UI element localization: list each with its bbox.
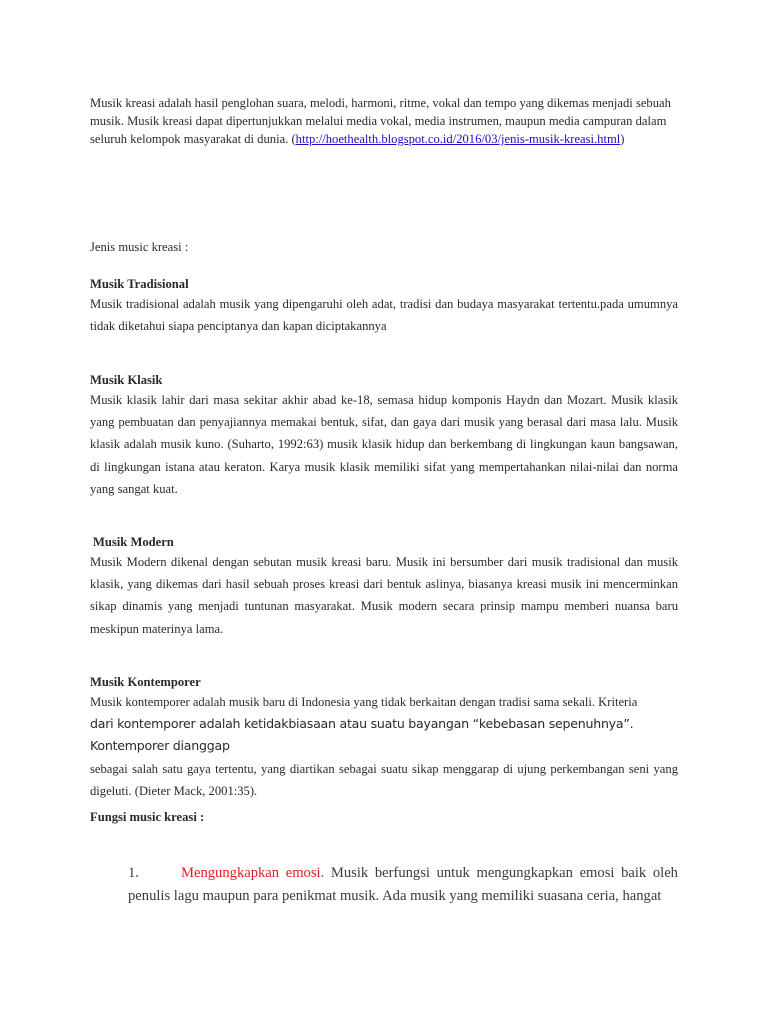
section-body: Musik tradisional adalah musik yang dipengaruhi oleh adat, tradisi dan budaya masyarakat tertentu.pada umumnya tidak diketahui siapa penciptanya dan kapan diciptakannya bbox=[90, 297, 678, 334]
functions-heading: Fungsi music kreasi : bbox=[90, 810, 205, 824]
section-title: Musik Klasik bbox=[90, 373, 163, 387]
section-body: Musik klasik lahir dari masa sekitar akhir abad ke-18, semasa hidup komponis Haydn dan Mozart. Musik klasik yang pembuatan dan penyajiannya memakai bentuk, sifat, dan gaya dari musik yang berasal dari masa lalu. Musik klasik adalah musik kuno. (Suharto, 1992:63) musik klasik hidup dan berkembang di lingkungan kaun bangsawan, di lingkungan istana atau keraton. Karya musik klasik memiliki sifat yang mempertahankan nilai-nilai dan norma yang sangat kuat. bbox=[90, 393, 678, 496]
intro-paragraph bbox=[90, 94, 678, 148]
section-body-line-2: dari kontemporer adalah ketidakbiasaan atau suatu bayangan “kebebasan sepenuhnya”. Kontemporer dianggap bbox=[90, 716, 634, 754]
list-item bbox=[128, 862, 678, 908]
section-title: Musik Modern bbox=[93, 535, 174, 549]
intro-text: Musik kreasi adalah hasil penglohan suara, melodi, harmoni, ritme, vokal dan tempo yang dikemas menjadi sebuah musik. Musik kreasi dapat dipertunjukkan melalui media vokal, media instrumen, maupun media campuran dalam seluruh kelompok masyarakat di dunia. ( bbox=[90, 96, 671, 146]
intro-close: ) bbox=[620, 132, 625, 146]
functions-list bbox=[128, 862, 678, 908]
section-title: Musik Tradisional bbox=[90, 277, 189, 291]
list-item-keyword: Mengungkapkan emosi. bbox=[181, 865, 325, 881]
section-musik-modern bbox=[90, 533, 678, 640]
section-body-line-1: Musik kontemporer adalah musik baru di Indonesia yang tidak berkaitan dengan tradisi sama sekali. Kriteria bbox=[90, 695, 638, 709]
source-link[interactable]: http://hoethealth.blogspot.co.id/2016/03/jenis-musik-kreasi.html bbox=[295, 132, 621, 146]
section-musik-klasik bbox=[90, 371, 678, 500]
section-body-line-3: sebagai salah satu gaya tertentu, yang diartikan sebagai suatu sikap menggarap di ujung perkembangan seni yang digeluti. (Dieter Mack, 2001:35). bbox=[90, 761, 678, 798]
section-musik-kontemporer bbox=[90, 673, 678, 802]
section-musik-tradisional bbox=[90, 275, 678, 337]
list-item-number: 1. bbox=[128, 865, 139, 881]
types-heading: Jenis music kreasi : bbox=[90, 240, 189, 254]
section-body: Musik Modern dikenal dengan sebutan musik kreasi baru. Musik ini bersumber dari musik tradisional dan musik klasik, yang dikemas dari hasil sebuah proses kreasi dari bentuk aslinya, biasanya kreasi musik ini mencerminkan sikap dinamis yang menjadi tuntunan masyarakat. Musik modern secara prinsip mampu memberi nuansa baru meskipun materinya lama. bbox=[90, 555, 678, 636]
list-item-text: Musik berfungsi untuk mengungkapkan emosi baik oleh penulis lagu maupun para penikmat musik. Ada musik yang memiliki suasana ceria, hangat bbox=[128, 865, 678, 904]
section-title: Musik Kontemporer bbox=[90, 675, 201, 689]
